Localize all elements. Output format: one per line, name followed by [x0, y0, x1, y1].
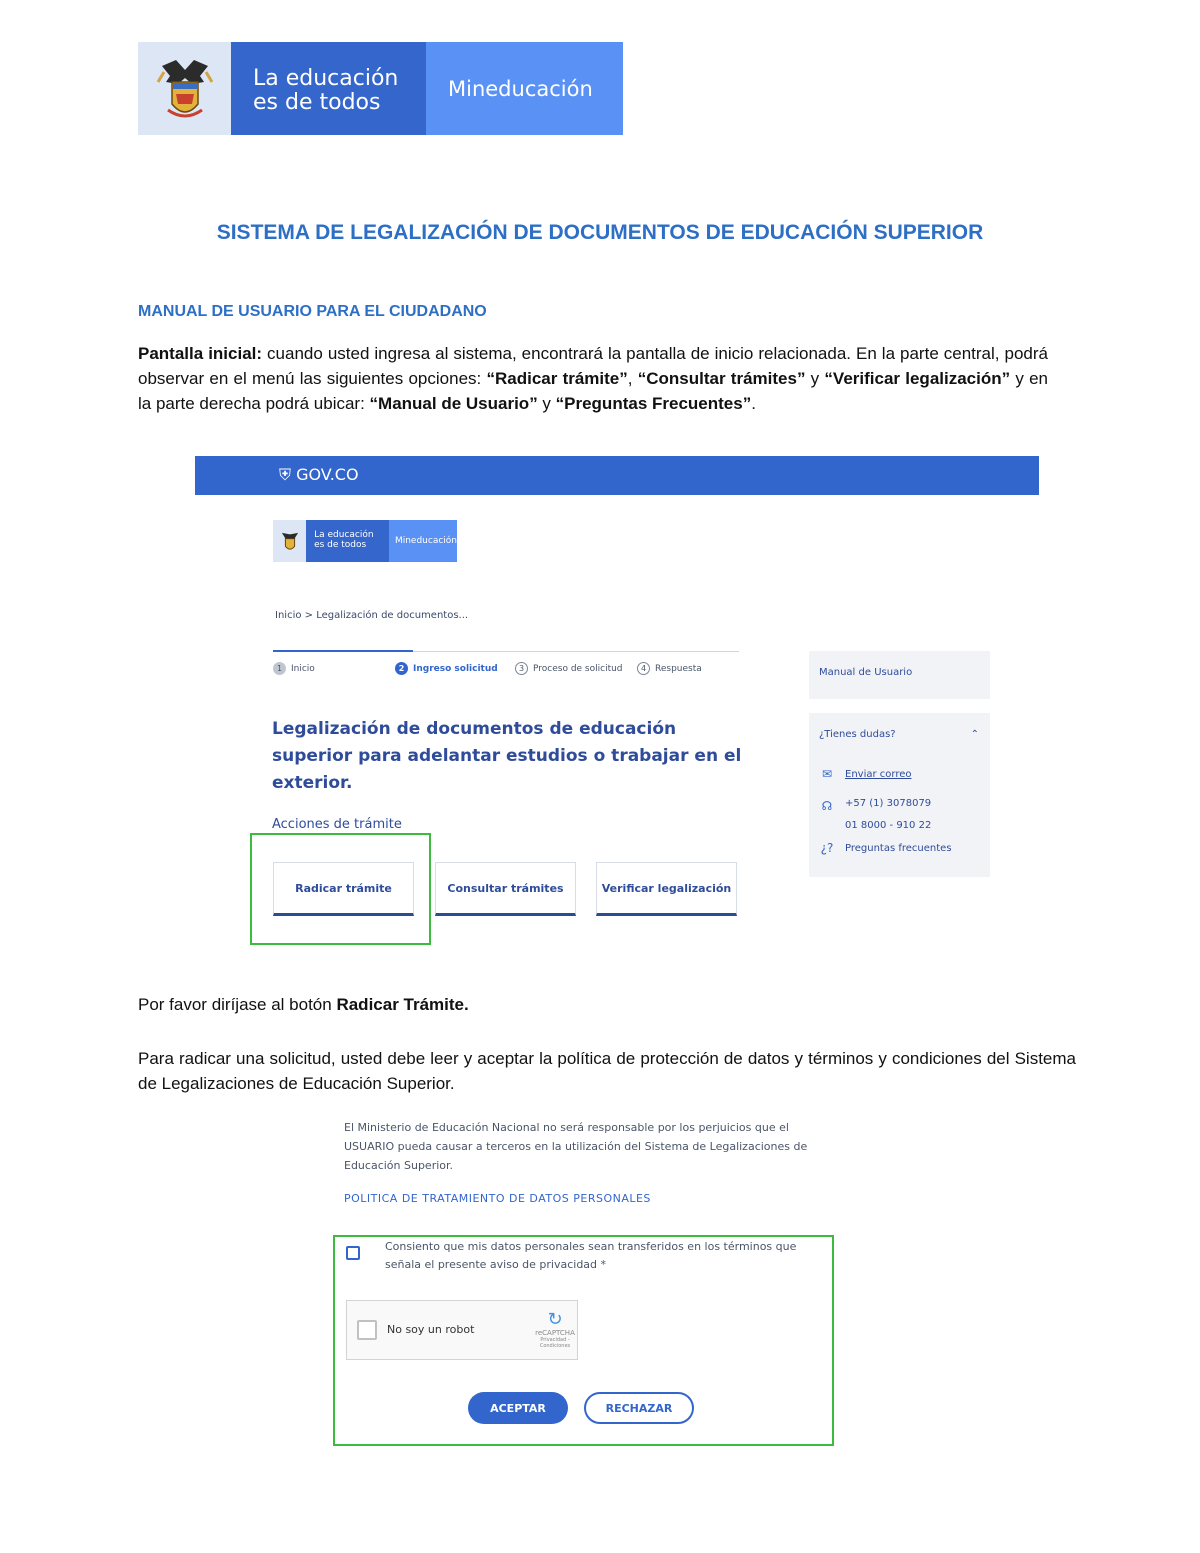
- coat-of-arms-icon: [138, 42, 231, 135]
- recaptcha-icon: ↻: [547, 1309, 563, 1330]
- step-number: 1: [273, 662, 286, 675]
- brand-name: Mineducación: [426, 42, 623, 135]
- tagline-line-2: es de todos: [253, 90, 381, 115]
- recaptcha-brand: reCAPTCHA: [535, 1329, 575, 1337]
- gov-logo: [279, 465, 359, 485]
- recaptcha-branding: [535, 1311, 575, 1349]
- bold-text: Pantalla inicial:: [138, 344, 263, 363]
- help-title: ¿Tienes dudas?: [819, 729, 896, 740]
- step-number: 2: [395, 662, 408, 675]
- recaptcha-label: No soy un robot: [387, 1323, 475, 1336]
- mail-icon: ✉: [821, 767, 833, 781]
- step-label: Proceso de solicitud: [533, 663, 623, 674]
- step-number: 4: [637, 662, 650, 675]
- manual-box[interactable]: [809, 651, 990, 699]
- step-label: Ingreso solicitud: [413, 663, 498, 674]
- highlight-frame: [250, 833, 431, 945]
- consent-text: Consiento que mis datos personales sean transferidos en los términos que señala el presente aviso de privacidad *: [385, 1240, 797, 1271]
- consent-checkbox[interactable]: [346, 1246, 360, 1260]
- steps-progress: [273, 650, 413, 652]
- mini-tagline: [306, 520, 389, 562]
- mini-coat-of-arms-icon: [273, 520, 306, 562]
- phone-numbers: [845, 793, 931, 837]
- document-subtitle: MANUAL DE USUARIO PARA EL CIUDADANO: [138, 303, 487, 320]
- accept-button[interactable]: ACEPTAR: [468, 1392, 568, 1424]
- email-link[interactable]: Enviar correo: [845, 768, 912, 780]
- breadcrumb[interactable]: Inicio > Legalización de documentos...: [275, 610, 469, 621]
- question-icon: ¿?: [820, 841, 834, 855]
- ministry-logo-banner: [138, 42, 623, 135]
- bold-text: Radicar Trámite.: [336, 995, 469, 1014]
- document-title: SISTEMA DE LEGALIZACIÓN DE DOCUMENTOS DE EDUCACIÓN SUPERIOR: [216, 221, 984, 244]
- headset-icon: ☊: [821, 799, 833, 813]
- home-screenshot: [195, 456, 1039, 956]
- reject-button[interactable]: RECHAZAR: [584, 1392, 694, 1424]
- text: .: [751, 394, 756, 413]
- gov-label: GOV.CO: [296, 465, 359, 484]
- step-3: [515, 662, 623, 675]
- mini-brand: Mineducación: [389, 520, 457, 562]
- step-label: Inicio: [291, 663, 315, 674]
- step-2: [395, 662, 498, 675]
- faq-row[interactable]: [819, 841, 952, 855]
- verificar-legalizacion-button[interactable]: Verificar legalización: [596, 862, 737, 916]
- bold-text: “Verificar legalización”: [824, 369, 1011, 388]
- mini-ministry-logo: [273, 520, 457, 562]
- phone-2: 01 8000 - 910 22: [845, 820, 932, 831]
- mini-tagline-line-2: es de todos: [314, 540, 367, 550]
- page-heading: Legalización de documentos de educación superior para adelantar estudios o trabajar en el exterior.: [272, 719, 742, 793]
- gov-shield-icon: ⛨: [279, 465, 297, 484]
- recaptcha-widget: [346, 1300, 578, 1360]
- gov-bar: [195, 456, 1039, 495]
- text: Por favor diríjase al botón: [138, 995, 337, 1014]
- manual-link[interactable]: Manual de Usuario: [819, 667, 913, 678]
- step-1: [273, 662, 315, 675]
- bold-text: “Manual de Usuario”: [369, 394, 538, 413]
- help-header[interactable]: [819, 729, 979, 740]
- faq-link[interactable]: Preguntas frecuentes: [845, 842, 952, 854]
- bold-text: “Radicar trámite”: [486, 369, 628, 388]
- phone-1: +57 (1) 3078079: [845, 798, 932, 809]
- step-4: [637, 662, 702, 675]
- text: ,: [627, 369, 638, 388]
- text: y: [805, 369, 825, 388]
- text: cuando usted ingresa al sistema, encontrará la pantalla de inicio relacionada. En la parte central, podrá observar en el menú las siguientes opciones:: [138, 344, 1048, 388]
- bold-text: “Consultar trámites”: [637, 369, 806, 388]
- consultar-tramites-button[interactable]: Consultar trámites: [435, 862, 576, 916]
- legal-disclaimer: El Ministerio de Educación Nacional no será responsable por los perjuicios que el USUARIO pueda causar a terceros en la utilización del Sistema de Legalizaciones de Educación Superior.: [344, 1121, 808, 1172]
- data-policy-link[interactable]: POLITICA DE TRATAMIENTO DE DATOS PERSONALES: [344, 1192, 651, 1205]
- text: y en la parte derecha podrá ubicar:: [138, 369, 1048, 413]
- email-row[interactable]: [819, 767, 911, 781]
- step-number: 3: [515, 662, 528, 675]
- bold-text: “Preguntas Frecuentes”: [555, 394, 752, 413]
- paragraph-intro: [138, 341, 1048, 416]
- paragraph-instruction: [138, 992, 1048, 1017]
- terms-screenshot: [330, 1110, 840, 1450]
- chevron-up-icon[interactable]: ⌃: [970, 729, 979, 740]
- paragraph-policy: Para radicar una solicitud, usted debe leer y aceptar la política de protección de datos y términos y condiciones del Sistema de Legalizaciones de Educación Superior.: [138, 1049, 1076, 1093]
- recaptcha-checkbox[interactable]: [357, 1320, 377, 1340]
- recaptcha-terms[interactable]: Privacidad - Condiciones: [539, 1337, 571, 1349]
- tagline: [231, 42, 426, 135]
- radicar-tramite-button[interactable]: Radicar trámite: [273, 862, 414, 916]
- text: y: [537, 394, 556, 413]
- step-label: Respuesta: [655, 663, 702, 674]
- help-box: [809, 713, 990, 877]
- phone-row: [819, 793, 931, 837]
- tagline-line-1: La educación: [253, 66, 399, 91]
- actions-label: Acciones de trámite: [272, 817, 402, 832]
- mini-tagline-line-1: La educación: [314, 530, 374, 540]
